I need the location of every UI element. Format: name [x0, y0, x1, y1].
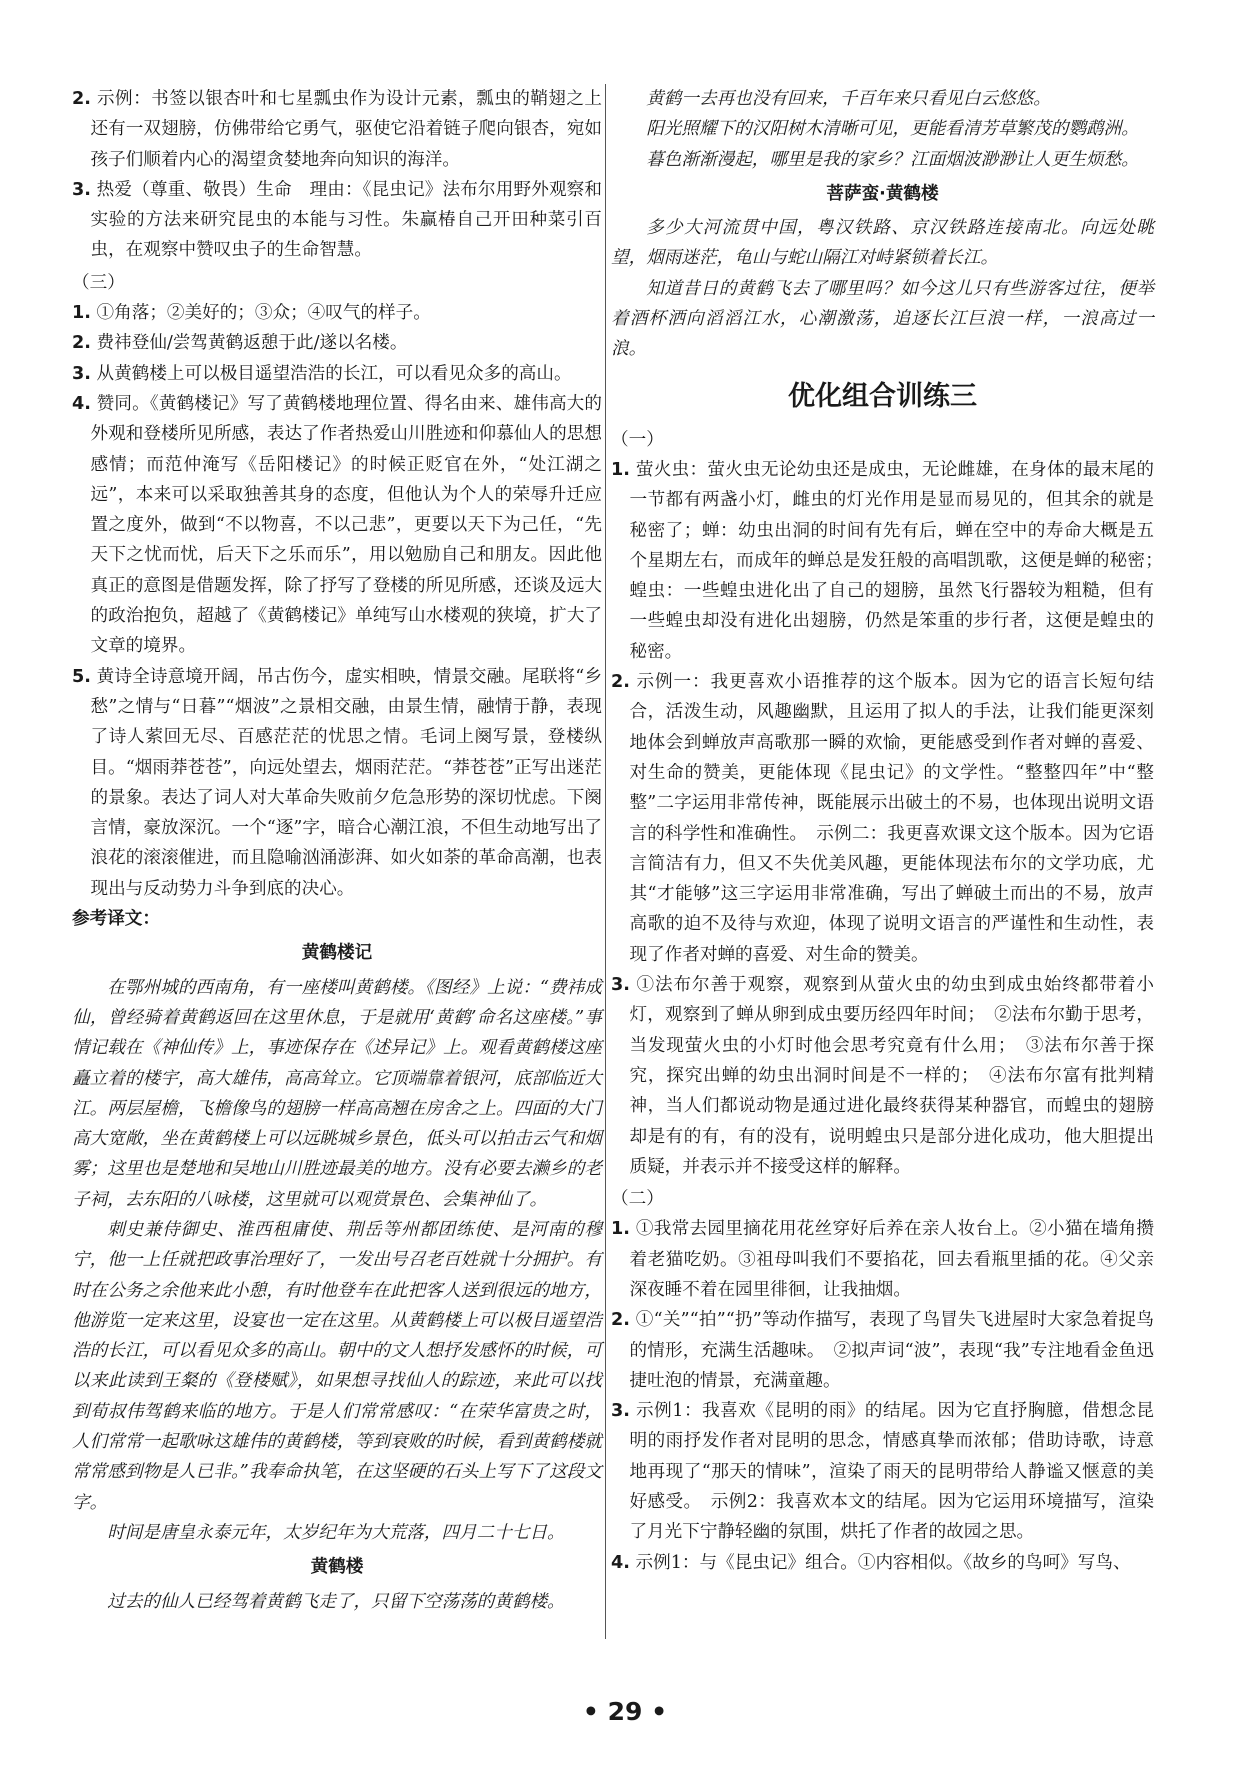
right-column — [611, 84, 1172, 1578]
translation-para-2: 刺史兼侍御史、淮西租庸使、荆岳等州都团练使、是河南的穆宁，他一上任就把政事治理好了，一发出号召老百姓就十分拥护。有时在公务之余他来此小憩，有时他登车在此把客人送到很远的地方，他游览一定来这里，设宴也一定在这里。从黄鹤楼上可以极目遥望浩浩的长江，可以看见众多的高山。朝中的文人想抒发感怀的时候，可以来此读到王粲的《登楼赋》，如果想寻找仙人的踪迹，来此可以找到荀叔伟驾鹤来临的地方。于是人们常常感叹：“在荣华富贵之时，人们常常一起歌咏这雄伟的黄鹤楼，等到衰败的时候，看到黄鹤楼就常常感到物是人已非。”我奉命执笔，在这坚硬的石头上写下了这段文字。 — [72, 1219, 602, 1513]
section-1-label: （一） — [611, 429, 664, 450]
ci-translation-2: 知道昔日的黄鹤飞去了哪里吗？如今这儿只有些游客过往，便举着酒杯洒向滔滔江水，心潮激荡，追逐长江巨浪一样，一浪高过一浪。 — [611, 278, 1154, 360]
answer-3-4: 4. 赞同。《黄鹤楼记》写了黄鹤楼地理位置、得名由来、雄伟高大的外观和登楼所见所感，表达了作者热爱山川胜迹和仰慕仙人的思想感情；而范仲淹写《岳阳楼记》的时候正贬官在外，“处江湖之远”，本来可以采取独善其身的态度，但他认为个人的荣辱升迁应置之度外，做到“不以物喜，不以己悲”，更要以天下为己任，“先天下之忧而忧，后天下之乐而乐”，用以勉励自己和朋友。因此他真正的意图是借题发挥，除了抒写了登楼的所见所感，还谈及远大的政治抱负，超越了《黄鹤楼记》单纯写山水楼观的狭境，扩大了文章的境界。 — [72, 393, 603, 657]
answer-2: 2. 示例：书签以银杏叶和七星瓢虫作为设计元素，瓢虫的鞘翅之上还有一双翅膀，仿佛带给它勇气，驱使它沿着链子爬向银杏，宛如孩子们顺着内心的渴望贪婪地奔向知识的海洋。 — [72, 89, 602, 170]
title-pusaman: 菩萨蛮·黄鹤楼 — [826, 183, 939, 204]
section-3-label: （三） — [72, 272, 125, 293]
section-2-label: （二） — [611, 1189, 664, 1210]
answer-1-3: 3. ①法布尔善于观察，观察到从萤火虫的幼虫到成虫始终都带着小灯，观察到了蝉从卵到成虫要历经四年时间； ②法布尔勤于思考，当发现萤火虫的小灯时他会思考究竟有什么用； ③法布尔善于探究，探究出蝉的幼虫出洞时间是不一样的； ④法布尔富有批判精神，当人们都说动物是通过进化最终获得某种器官，而蝗虫的翅膀却是有的有，有的没有，说明蝗虫只是部分进化成功，他大胆提出质疑，并表示并不接受这样的解释。 — [611, 975, 1154, 1177]
answer-3-3: 3. 从黄鹤楼上可以极目遥望浩浩的长江，可以看见众多的高山。 — [72, 363, 572, 384]
answer-3: 3. 热爱（尊重、敬畏）生命 理由：《昆虫记》法布尔用野外观察和实验的方法来研究昆虫的本能与习性。朱赢椿自己开田种菜引百虫，在观察中赞叹虫子的生命智慧。 — [72, 179, 603, 261]
poem-translation-1: 黄鹤一去再也没有回来，千百年来只看见白云悠悠。 — [646, 89, 1051, 109]
column-divider — [605, 84, 606, 1639]
answer-3-5: 5. 黄诗全诗意境开阔，吊古伤今，虚实相映，情景交融。尾联将“乡愁”之情与“日暮”“烟波”之景相交融，由景生情，融情于静，表现了诗人萦回无尽、百感茫茫的忧思之情。毛词上阕写景，登楼纵目。“烟雨莽苍苍”，向远处望去，烟雨茫茫。“莽苍苍”正写出迷茫的景象。表达了词人对大革命失败前夕危急形势的深切忧虑。下阕言情，豪放深沉。一个“逐”字，暗合心潮江浪，不但生动地写出了浪花的滚滚催进，而且隐喻汹涌澎湃、如火如荼的革命高潮，也表现出与反动势力斗争到底的决心。 — [72, 666, 603, 899]
title-huanghelou: 黄鹤楼 — [310, 1557, 364, 1578]
page-number: • 29 • — [582, 1697, 668, 1726]
answer-2-2: 2. ①“关”“拍”“扔”等动作描写，表现了鸟冒失飞进屋时大家急着捉鸟的情形，充满生活趣味。 ②拟声词“波”，表现“我”专注地看金鱼迅捷吐泡的情景，充满童趣。 — [611, 1310, 1154, 1391]
answer-2-1: 1. ①我常去园里摘花用花丝穿好后养在亲人妆台上。②小猫在墙角攒着老猫吃奶。③祖母叫我们不要掐花，回去看瓶里插的花。④父亲深夜睡不着在园里徘徊，让我抽烟。 — [611, 1219, 1155, 1300]
answer-3-1: 1. ①角落；②美好的；③众；④叹气的样子。 — [72, 303, 431, 324]
ci-translation-1: 多少大河流贯中国，粤汉铁路、京汉铁路连接南北。向远处眺望，烟雨迷茫，龟山与蛇山隔江对峙紧锁着长江。 — [611, 218, 1154, 269]
translation-para-1: 在鄂州城的西南角，有一座楼叫黄鹤楼。《图经》上说：“费祎成仙，曾经骑着黄鹤返回在这里休息，于是就用‘黄鹤’命名这座楼。”事情记载在《神仙传》上，事迹保存在《述异记》上。观看黄鹤楼这座矗立着的楼宇，高大雄伟，高高耸立。它顶端靠着银河，底部临近大江。两层屋檐，飞檐像鸟的翅膀一样高高翘在房舍之上。四面的大门高大宽敞，坐在黄鹤楼上可以远眺城乡景色，低头可以拍击云气和烟雾；这里也是楚地和吴地山川胜迹最美的地方。没有必要去濑乡的老子祠，去东阳的八咏楼，这里就可以观赏景色、会集神仙了。 — [72, 977, 602, 1210]
poem-translation-2: 阳光照耀下的汉阳树木清晰可见，更能看清芳草繁茂的鹦鹉洲。 — [646, 119, 1139, 140]
translation-para-4: 过去的仙人已经驾着黄鹤飞走了，只留下空荡荡的黄鹤楼。 — [107, 1591, 565, 1612]
left-column — [72, 84, 602, 1617]
poem-translation-3: 暮色渐渐漫起，哪里是我的家乡？江面烟波渺渺让人更生烦愁。 — [646, 149, 1139, 170]
answer-1-2: 2. 示例一：我更喜欢小语推荐的这个版本。因为它的语言长短句结合，活泼生动，风趣幽默，且运用了拟人的手法，让我们能更深刻地体会到蝉放声高歌那一瞬的欢愉，更能感受到作者对蝉的喜爱、对生命的赞美，更能体现《昆虫记》的文学性。“整整四年”中“整整”二字运用非常传神，既能展示出破土的不易，也体现出说明文语言的科学性和准确性。 示例二：我更喜欢课文这个版本。因为它语言简洁有力，但又不失优美风趣，更能体现法布尔的文学功底，尤其“才能够”这三字运用非常准确，写出了蝉破土而出的不易，放声高歌的迫不及待与欢迎，体现了说明文语言的严谨性和生动性，表现了作者对蝉的喜爱、对生命的赞美。 — [611, 672, 1154, 965]
answer-3-2: 2. 费祎登仙/尝驾黄鹤返憩于此/遂以名楼。 — [72, 333, 408, 354]
section-title: 优化组合训练三 — [788, 380, 977, 412]
translation-para-3: 时间是唐皇永泰元年，太岁纪年为大荒落，四月二十七日。 — [107, 1522, 565, 1543]
answer-1-1: 1. 萤火虫：萤火虫无论幼虫还是成虫，无论雌雄，在身体的最末尾的一节都有两盏小灯，雌虫的灯光作用是显而易见的，但其余的就是秘密了；蝉：幼虫出洞的时间有先有后，蝉在空中的寿命大概是五个星期左右，而成年的蝉总是发狂般的高唱凯歌，这便是蝉的秘密； 蝗虫：一些蝗虫进化出了自己的翅膀，虽然飞行器较为粗糙，但有一些蝗虫却没有进化出翅膀，仍然是笨重的步行者，这便是蝗虫的秘密。 — [611, 459, 1172, 662]
answer-2-4: 4. 示例1：与《昆虫记》组合。①内容相似。《故乡的鸟呵》写鸟、 — [611, 1552, 1131, 1573]
reference-translation-label: 参考译文： — [72, 909, 160, 930]
title-huanghelouji: 黄鹤楼记 — [301, 943, 373, 964]
answer-2-3: 3. 示例1：我喜欢《昆明的雨》的结尾。因为它直抒胸臆，借想念昆明的雨抒发作者对昆明的思念，情感真挚而浓郁；借助诗歌，诗意地再现了“那天的情味”，渲染了雨天的昆明带给人静谧又惬意的美好感受。 示例2：我喜欢本文的结尾。因为它运用环境描写，渲染了月光下宁静轻幽的氛围，烘托了作者的故园之思。 — [611, 1401, 1155, 1543]
